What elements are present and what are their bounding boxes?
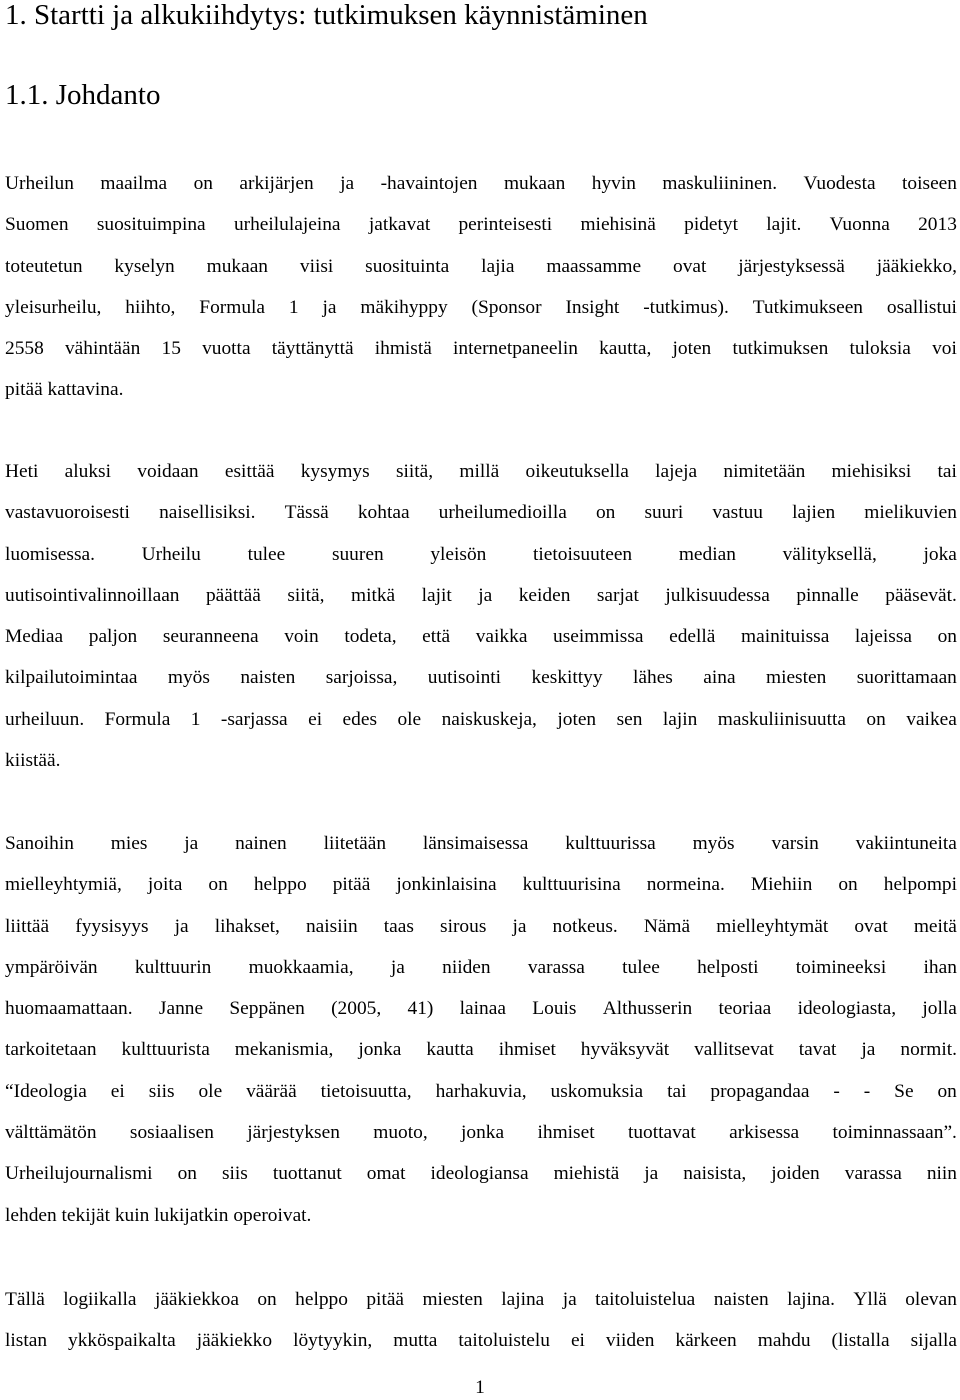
text-line: Sanoihin mies ja nainen liitetään länsimaisessa kulttuurissa myös varsin vakiintuneita (5, 833, 957, 854)
text-line: Urheilujournalismi on siis tuottanut omat ideologiansa miehistä ja naisista, joiden varassa niin (5, 1163, 957, 1185)
paragraph-logic (5, 1279, 957, 1362)
text-line: listan ykköspaikalta jääkiekko löytyykin, mutta taitoluistelu ei viiden kärkeen mahdu (listalla sijalla (5, 1330, 957, 1352)
text-line: Heti aluksi voidaan esittää kysymys siitä, millä oikeutuksella lajeja nimitetään miehisiksi tai (5, 461, 957, 482)
text-line: välttämätön sosiaalisen järjestyksen muoto, jonka ihmiset tuottavat arkisessa toiminnassaan”. (5, 1122, 957, 1144)
text-line: liittää fyysisyys ja lihakset, naisiin taas sirous ja notkeus. Nämä mielleyhtymät ovat meitä (5, 915, 957, 937)
paragraph-media (5, 451, 957, 781)
text-line: kilpailutoimintaa myös naisten sarjoissa, uutisointi keskittyy lähes aina miesten suorittamaan (5, 667, 957, 689)
paragraph-intro (5, 163, 957, 411)
text-line: Mediaa paljon seuranneena voin todeta, että vaikka useimmissa edellä mainituissa lajeissa on (5, 626, 957, 648)
text-line: Tällä logiikalla jääkiekkoa on helppo pitää miesten lajina ja taitoluistelua naisten lajina. Yllä olevan (5, 1289, 957, 1310)
text-line: Urheilun maailma on arkijärjen ja -havaintojen mukaan hyvin maskuliininen. Vuodesta toiseen (5, 173, 957, 194)
text-line: tarkoitetaan kulttuurista mekanismia, jonka kautta ihmiset hyväksyvät vallitsevat tavat ja normit. (5, 1039, 957, 1061)
page-number: 1 (475, 1377, 485, 1398)
text-line: vastavuoroisesti naisellisiksi. Tässä kohtaa urheilumedioilla on suuri vastuu lajien mielikuvien (5, 502, 957, 524)
text-line: huomaamattaan. Janne Seppänen (2005, 41) lainaa Louis Althusserin teoriaa ideologiasta, jolla (5, 998, 957, 1020)
text-line: 2558 vähintään 15 vuotta täyttänyttä ihmistä internetpaneelin kautta, joten tutkimuksen tuloksia voi (5, 338, 957, 360)
text-line: “Ideologia ei siis ole väärää tietoisuutta, harhakuvia, uskomuksia tai propagandaa - - Se on (5, 1080, 957, 1102)
text-line: urheiluun. Formula 1 -sarjassa ei edes ole naiskuskeja, joten sen lajin maskuliinisuutta on vaikea (5, 708, 957, 730)
paragraph-ideology (5, 823, 957, 1236)
text-line: Suomen suosituimpina urheilulajeina jatkavat perinteisesti miehisinä pidetyt lajit. Vuonna 2013 (5, 214, 957, 236)
section-heading: 1.1. Johdanto (5, 79, 161, 111)
text-line: ympäröivän kulttuurin muokkaamia, ja niiden varassa tulee helposti toimineeksi ihan (5, 956, 957, 978)
chapter-heading: 1. Startti ja alkukiihdytys: tutkimuksen käynnistäminen (5, 0, 648, 31)
text-line: mielleyhtymiä, joita on helppo pitää jonkinlaisina kulttuurisina normeina. Miehiin on helpompi (5, 874, 957, 896)
text-line: uutisointivalinnoillaan päättää siitä, mitkä lajit ja keiden sarjat julkisuudessa pinnalle pääsevät. (5, 584, 957, 606)
text-line: kiistää. (5, 750, 61, 772)
text-line: yleisurheilu, hiihto, Formula 1 ja mäkihyppy (Sponsor Insight -tutkimus). Tutkimukseen osallistui (5, 296, 957, 318)
text-line: luomisessa. Urheilu tulee suuren yleisön tietoisuuteen median välityksellä, joka (5, 543, 957, 565)
text-line: lehden tekijät kuin lukijatkin operoivat. (5, 1204, 312, 1226)
text-line: pitää kattavina. (5, 379, 124, 401)
text-line: toteutetun kyselyn mukaan viisi suosituinta lajia maassamme ovat järjestyksessä jääkiekko, (5, 255, 957, 277)
